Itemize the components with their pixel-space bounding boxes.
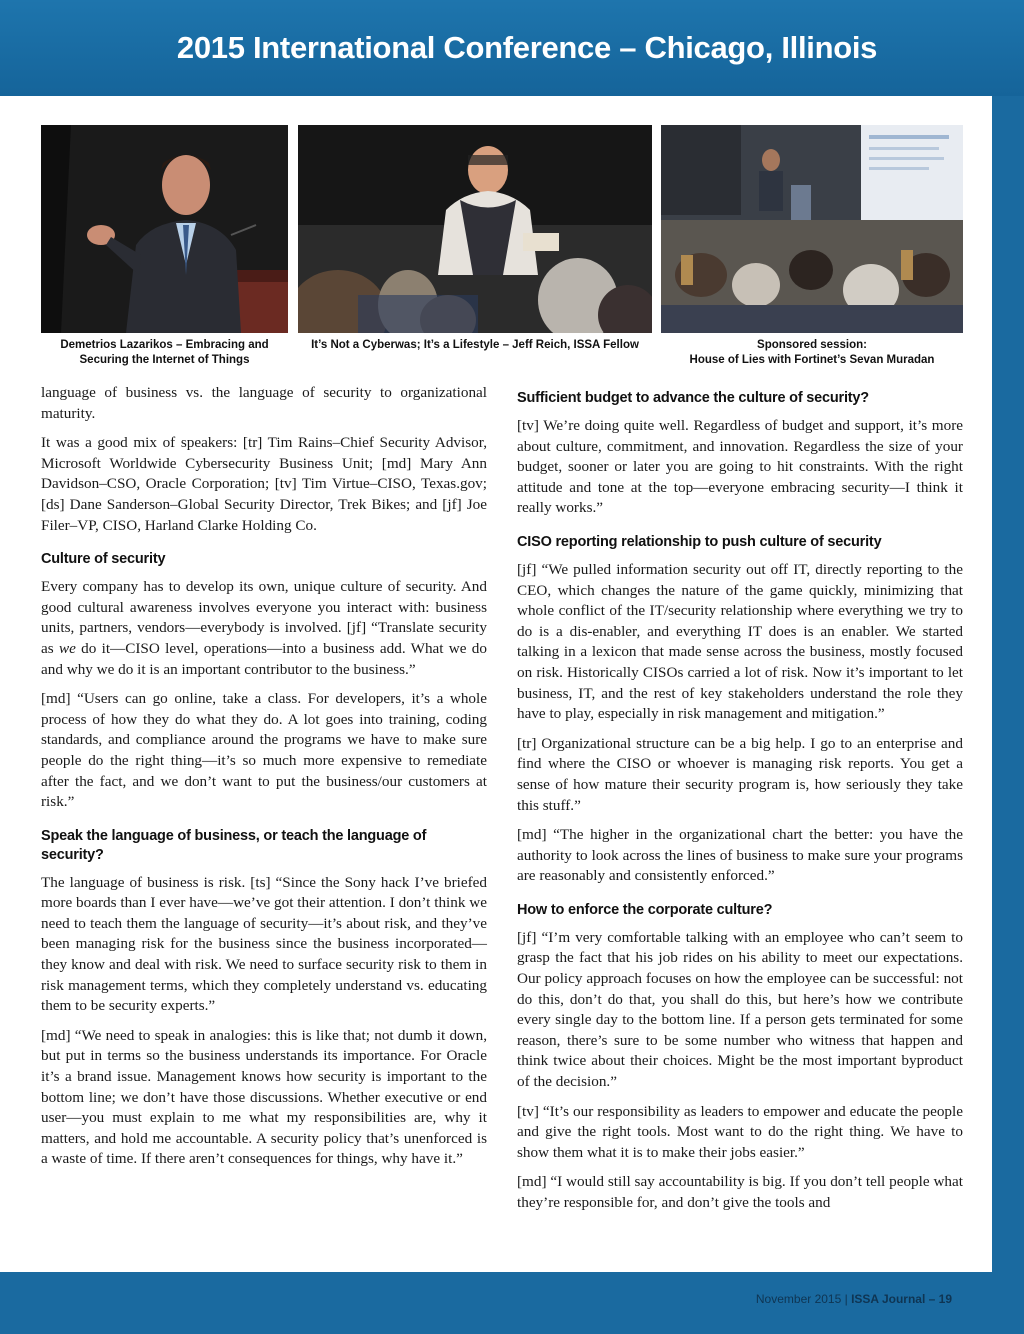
paragraph: [tv] We’re doing quite well. Regardless of budget and support, it’s more about culture, commitment, and innovation. Regardless the size of your budget, sooner or later you are going to hit constraints. With the right attitude and tone at the top—everyone embracing security—I think it really works.”	[517, 417, 963, 517]
photo-caption-3: Sponsored session: House of Lies with Fortinet’s Sevan Muradan	[689, 339, 935, 366]
paragraph: The language of business is risk. [ts] “Since the Sony hack I’ve briefed more boards than I ever have—we’ve got their attention. I don’t think we need to teach them the language of security—it’s about risk, and they’ve been managing risk for the business since the business incorporated—they know and deal with risk. We need to surface security risk to them in risk management terms, which they completely understand vs. educating them to be security experts.”	[41, 873, 487, 1015]
paragraph: [md] “We need to speak in analogies: this is like that; not dumb it down, but put in terms so the business understands its importance. For Oracle it’s a brand issue. Management knows how security is important to the bottom line; we don’t have those discussions. Whether executive or end user—you must explain to me what my responsibilities are, why it matters, and hold me accountable. A security policy that’s unenforced is a waste of time. If there aren’t consequences for things, why have it.”	[41, 1026, 487, 1168]
photo-caption-2: It’s Not a Cyberwas; It’s a Lifestyle – Jeff Reich, ISSA Fellow	[311, 339, 639, 351]
page-header	[0, 0, 1024, 96]
page-footer	[0, 1272, 1024, 1334]
paragraph: [md] “Users can go online, take a class. For developers, it’s a whole process of how they do what they do. A lot goes into training, coding standards, and compliance around the programs we have to make sure people do the right thing—it’s so much more expensive to remediate after the fact, and we don’t want to put the business/our customers at risk.”	[41, 690, 487, 811]
photo-caption-1: Demetrios Lazarikos – Embracing and Securing the Internet of Things	[60, 339, 269, 366]
paragraph: [jf] “I’m very comfortable talking with an employee who can’t seem to grasp the fact that his job rides on his ability to meet our expectations. Our policy approach focuses on how the employee can be successful: not do this, don’t do that, you shall do this, but here’s how we contribute every single day to the bottom line. If a person gets terminated for some reason, there’s sure to be some number who witness that happen and think twice about their choices. Might be the most important byproduct of the decision.”	[517, 928, 963, 1091]
section-heading: How to enforce the corporate culture?	[517, 901, 773, 918]
paragraph: [tv] “It’s our responsibility as leaders to empower and educate the people and give the right tools. Most want to do the right thing. We have to show them what it is to make their jobs easier.”	[517, 1102, 963, 1161]
paragraph: [md] “I would still say accountability is big. If you don’t tell people what they’re responsible for, and don’t give the tools and	[517, 1173, 963, 1211]
footer-folio: November 2015 | ISSA Journal – 19	[755, 1292, 952, 1306]
article-left-column	[41, 383, 487, 1179]
paragraph: [jf] “We pulled information security out off IT, directly reporting to the CEO, which changes the nature of the game quickly, minimizing that whole conflict of the IT/security relationship where everything we try to do is a dis-enabler, and everything IT does is an enabler. We started talking in a lexicon that made sense across the business, mostly focused on risk. Historically CISOs carried a lot of risk. Now it’s important to let business, IT, and the rest of key stakeholders understand the role they have to play, especially in risk management and mitigation.”	[517, 560, 963, 723]
section-heading: Speak the language of business, or teach the language of security?	[41, 827, 427, 863]
section-heading: Culture of security	[41, 551, 166, 568]
paragraph: It was a good mix of speakers: [tr] Tim Rains–Chief Security Advisor, Microsoft Worldwide Cybersecurity Business Unit; [md] Mary Ann Davidson–CSO, Oracle Corporation; [tv] Tim Virtue–CISO, Texas.gov; [ds] Dane Sanderson–Global Security Director, Trek Bikes; and [jf] Joe Filer–VP, CISO, Harland Clarke Holding Co.	[41, 434, 487, 534]
page-title: 2015 International Conference – Chicago, Illinois	[176, 30, 878, 65]
section-heading: CISO reporting relationship to push culture of security	[517, 533, 882, 550]
paragraph: language of business vs. the language of security to organizational maturity.	[41, 384, 487, 422]
photo-speaker-lazarikos	[41, 125, 288, 333]
section-heading: Sufficient budget to advance the culture of security?	[517, 390, 869, 406]
paragraph: [tr] Organizational structure can be a big help. I go to an enterprise and find where the CISO or whoever is managing risk reports. You get a sense of how mature their security program is, how seriously they take this stuff.”	[517, 734, 963, 814]
paragraph: [md] “The higher in the organizational chart the better: you have the authority to look across the lines of business to make sure your programs are reasonably and consistently enforced.”	[517, 826, 963, 885]
paragraph: Every company has to develop its own, unique culture of security. And good cultural awareness involves everyone you interact with: business units, partners, vendors—everybody is involved. [jf] “Translate security as we do it—CISO level, operations—into a business add. What we do and why we do it is an important contributor to the business.”	[41, 578, 487, 678]
photo-session-muradan	[661, 125, 963, 333]
photo-speaker-reich	[298, 125, 652, 333]
side-color-band	[992, 96, 1024, 1276]
article-right-column	[517, 385, 963, 1223]
